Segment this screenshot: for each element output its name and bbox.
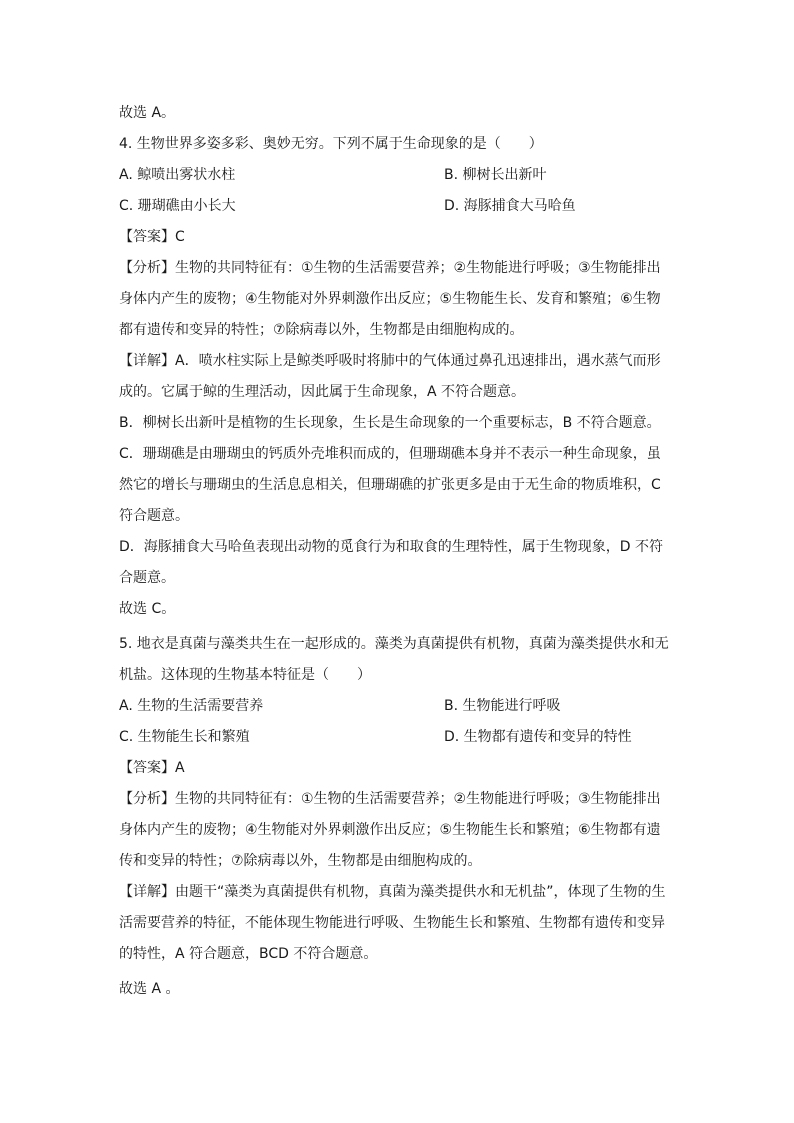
question-4-option-c: C. 珊瑚礁由小长大 <box>119 198 236 214</box>
question-4-explanation: 成的。它属于鲸的生理活动，因此属于生命现象，A 不符合题意。 <box>119 384 526 400</box>
question-5-answer: 【答案】A <box>119 760 185 776</box>
question-5-option-b: B. 生物能进行呼吸 <box>444 698 561 714</box>
question-4-option-b: B. 柳树长出新叶 <box>444 167 547 183</box>
question-4-answer: 【答案】C <box>119 229 185 245</box>
question-4-explanation: 合题意。 <box>119 570 175 586</box>
question-5-option-c: C. 生物能生长和繁殖 <box>119 729 250 745</box>
question-4-stem: 4. 生物世界多姿多彩、奥妙无穷。下列不属于生命现象的是（ ） <box>119 136 543 152</box>
question-5-option-a: A. 生物的生活需要营养 <box>119 698 264 714</box>
question-4-analysis: 【分析】生物的共同特征有：①生物的生活需要营养；②生物能进行呼吸；③生物能排出 <box>119 260 661 276</box>
question-5-analysis: 【分析】生物的共同特征有：①生物的生活需要营养；②生物能进行呼吸；③生物能排出 <box>119 791 661 807</box>
question-4-option-d: D. 海豚捕食大马哈鱼 <box>444 198 576 214</box>
question-4-conclusion: 故选 C。 <box>119 601 176 617</box>
question-5-explanation: 活需要营养的特征，不能体现生物能进行呼吸、生物能生长和繁殖、生物都有遗传和变异 <box>119 915 665 931</box>
question-5-explanation: 【详解】由题干“藻类为真菌提供有机物，真菌为藻类提供水和无机盐”，体现了生物的生 <box>119 884 666 900</box>
question-5-analysis: 传和变异的特性；⑦除病毒以外，生物都是由细胞构成的。 <box>119 853 482 869</box>
question-4-explanation: 符合题意。 <box>119 508 189 524</box>
question-5-stem: 机盐。这体现的生物基本特征是（ ） <box>119 667 371 683</box>
question-4-explanation: B．柳树长出新叶是植物的生长现象，生长是生命现象的一个重要标志，B 不符合题意。 <box>119 415 661 431</box>
question-5-analysis: 身体内产生的废物；④生物能对外界刺激作出反应；⑤生物能生长和繁殖；⑥生物都有遗 <box>119 822 661 838</box>
question-4-explanation: D．海豚捕食大马哈鱼表现出动物的觅食行为和取食的生理特性，属于生物现象，D 不符 <box>119 539 664 555</box>
question-4-option-a: A. 鲸喷出雾状水柱 <box>119 167 236 183</box>
question-5-stem: 5. 地衣是真菌与藻类共生在一起形成的。藻类为真菌提供有机物，真菌为藻类提供水和无 <box>119 636 669 652</box>
question-4-analysis: 身体内产生的废物；④生物能对外界刺激作出反应；⑤生物能生长、发育和繁殖；⑥生物 <box>119 291 661 307</box>
question-5-option-d: D. 生物都有遗传和变异的特性 <box>444 729 632 745</box>
question-4-explanation: 然它的增长与珊瑚虫的生活息息相关，但珊瑚礁的扩张更多是由于无生命的物质堆积，C <box>119 477 661 493</box>
question-4-explanation: 【详解】A．喷水柱实际上是鲸类呼吸时将肺中的气体通过鼻孔迅速排出，遇水蒸气而形 <box>119 353 661 369</box>
text-line: 故选 A。 <box>119 105 176 121</box>
question-5-explanation: 的特性，A 符合题意，BCD 不符合题意。 <box>119 946 378 962</box>
question-5-conclusion: 故选 A 。 <box>119 981 180 997</box>
question-4-explanation: C．珊瑚礁是由珊瑚虫的钙质外壳堆积而成的，但珊瑚礁本身并不表示一种生命现象，虽 <box>119 446 661 462</box>
question-4-analysis: 都有遗传和变异的特性；⑦除病毒以外，生物都是由细胞构成的。 <box>119 322 524 338</box>
